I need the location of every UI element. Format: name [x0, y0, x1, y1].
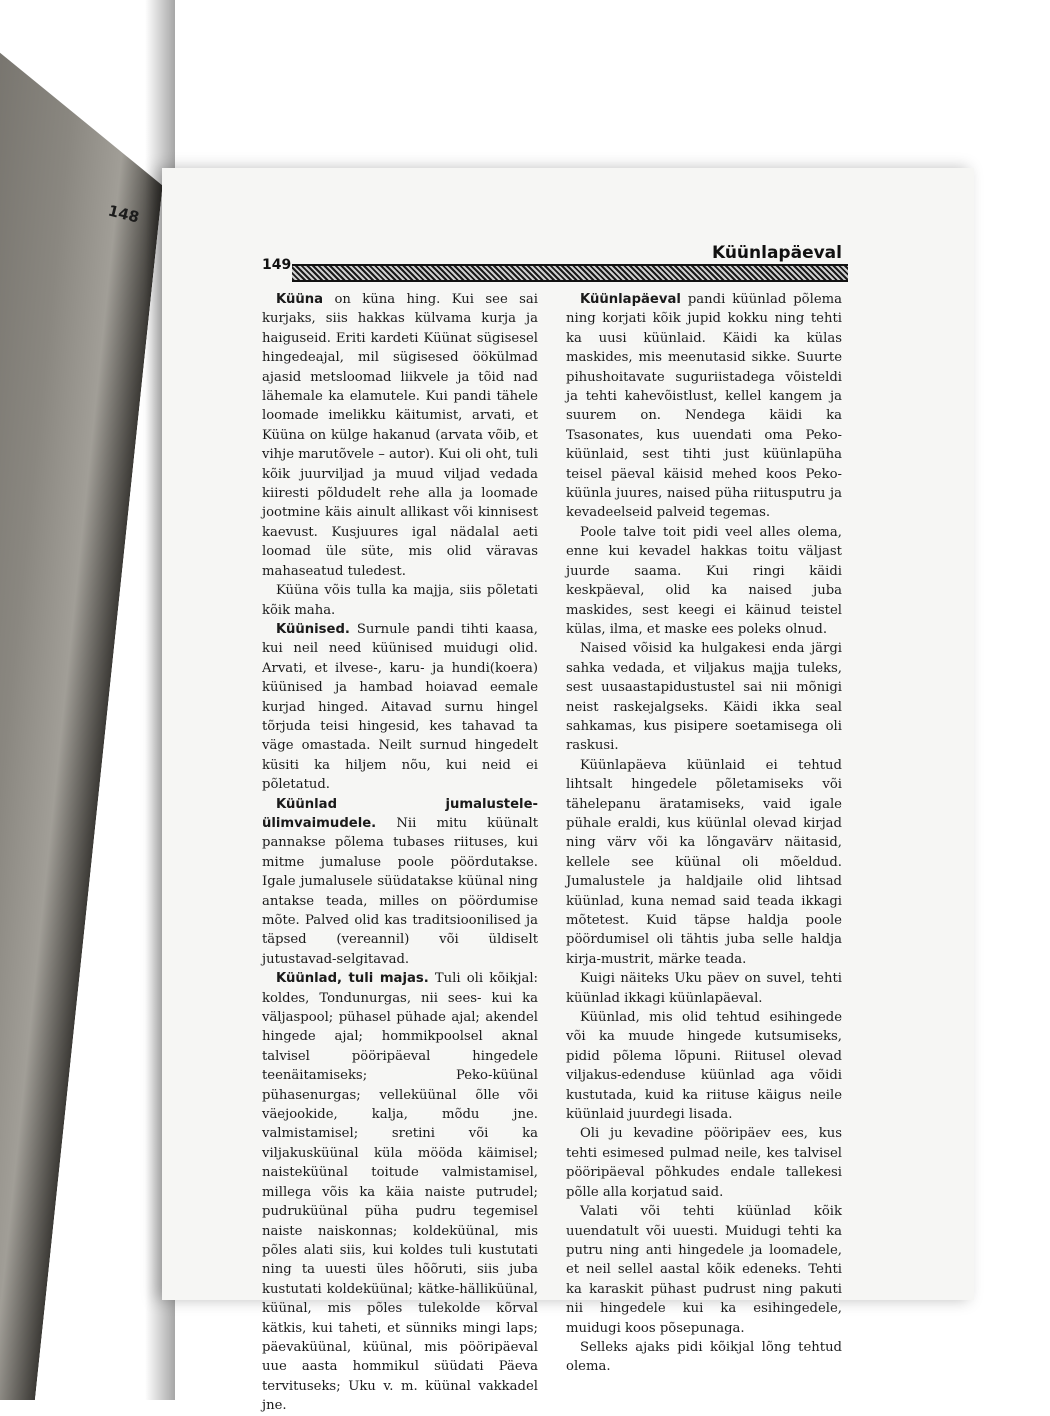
paragraph: [262, 795, 538, 970]
paragraph: [566, 756, 842, 969]
entry-text: Kuigi näiteks Uku päev on suvel, tehti küünlad ikkagi küünlapäeval.: [566, 971, 842, 1006]
entry-text: Oli ju kevadine pööripäev ees, kus tehti esimesed pulmad neile, kes talvisel pööripäeval põhkudes endale tallekesi põlle alla korjatud said.: [566, 1126, 842, 1200]
entry-text: Küüna võis tulla ka majja, siis põletati kõik maha.: [262, 583, 538, 618]
running-head: Küünlapäeval: [711, 243, 842, 263]
paragraph: [566, 1202, 842, 1338]
entry-text: on küna hing. Kui see sai kurjaks, siis hakkas külvama kurja ja haiguseid. Eriti kardeti Küünat sügisesel hingedeajal, mil sügisesed öökülmad ajasid metsloomad liikvele ja tõid nad lähemale ka elamutele. Kui pandi tähele loomade imelikku käitumist, arvati, et Küüna on külge hakanud (arvata võib, et vihje marutõvele – autor). Kui oli oht, tuli kõik juurviljad ja muud viljad vedada kiiresti põldudelt rehe alla ja loomade jootmine käis ainult allikast või kinnisest kaevust. Kusjuures igal nädalal aeti loomad üle süte, mis olid väravas mahaseatud tuledest.: [262, 292, 538, 579]
column-left: [262, 290, 538, 1416]
paragraph: [566, 1124, 842, 1202]
entry-text: Nii mitu küünalt pannakse põlema tubases riituses, kui mitme jumaluse poole pöördutakse. Igale jumalusele süüdatakse küünal ning antakse teada, milles on pöördumise mõte. Palved olid kas traditsioonilised ja täpsed (vereannil) või üldiselt jutustavad-selgitavad.: [262, 815, 538, 967]
entry-heading: Küünised.: [276, 621, 350, 637]
page-number: 149: [262, 257, 292, 273]
entry-heading: Küünlad, tuli majas.: [276, 971, 429, 987]
paragraph: [262, 290, 538, 581]
entry-text: Küünlad, mis olid tehtud esihingede või ka muude hingede kutsumiseks, pidid põlema lõpuni. Riitusel olevad viljakus-edenduse küünlad aga võidi kustutada, kuid ka riituse käigus neile küünlaid juurdegi lisada.: [566, 1010, 842, 1123]
paragraph: [566, 1338, 842, 1377]
entry-text: Surnule pandi tihti kaasa, kui neil need küünised muidugi olid. Arvati, et ilvese-, karu- ja hundi(koera) küünised ja hambad hoiavad eemale kurjad hinged. Aitavad surnu hingel tõrjuda teisi hingesid, kes tahavad ta väge omastada. Neilt surnud hingedelt küsiti ka hiljem nõu, kui neid ei põletatud.: [262, 621, 538, 793]
left-page-number: 148: [106, 201, 142, 227]
entry-heading: Küüna: [276, 292, 324, 307]
paragraph: [566, 1008, 842, 1124]
paragraph: [262, 620, 538, 795]
entry-heading: Küünlapäeval: [580, 292, 681, 307]
entry-text: Valati või tehti küünlad kõik uuendatult või uuesti. Muidugi tehti ka putru ning anti hingedele ja loomadele, et neil sellel aastal kõik edeneks. Tehti ka karaskit pühast pudrust ning pakuti nii hingedele kui ka esihingedele, muidugi koos põsepunaga.: [566, 1204, 842, 1336]
entry-text: pandi küünlad põlema ning korjati kõik jupid kokku ning tehti ka uusi küünlaid. Käidi ka külas maskides, mis meenutasid sikke. Suurte pihushoitavate suguriistadega võisteldi ja tehti kahevõistlust, kellel kangem ja suurem on. Nendega käidi ka Tsasonates, kus uuendati oma Peko-küünlaid, sest tihti just küünlapüha teisel päeval käisid mehed koos Peko-küünla juures, naised püha riitusputru ja kevadeelseid palveid tegemas.: [566, 292, 842, 521]
left-page: [0, 0, 175, 1400]
column-right: [566, 290, 842, 1416]
paragraph: [566, 290, 842, 523]
entry-text: Poole talve toit pidi veel alles olema, enne kui kevadel hakkas toitu väljast juurde saama. Kui ringi käidi keskpäeval, olid ka naised juba maskides, sest keegi ei käinud teistel külas, ilma, et maske ees poleks olnud.: [566, 524, 842, 637]
entry-text: Küünlapäeva küünlaid ei tehtud lihtsalt hingedele põletamiseks või tähelepanu äratamiseks, vaid igale pühale eraldi, kus küünlal olevad kirjad ning värv või ka lõngavärv näitasid, kellele see küünal oli mõeldud. Jumalustele ja haldjaile olid lihtsad küünlad, kuna nemad said teada ikkagi mõtetest. Kuid täpse haldja poole pöördumisel oli tähtis juba selle haldja kirja-mustrit, märke teada.: [566, 757, 842, 967]
paragraph: [262, 581, 538, 620]
ornamental-rule: [292, 264, 848, 282]
entry-heading: Küünlad jumalustele-ülimvaimudele.: [262, 796, 538, 831]
right-page: [162, 168, 974, 1414]
entry-text: Naised võisid ka hulgakesi enda järgi sahka vedada, et viljakus majja tuleks, sest uusaastapidustustel sai nii mõnigi neist raskejalgseks. Käidi ikka seal sahkamas, kus pisipere soetamisega oli raskusi.: [566, 641, 842, 754]
entry-text: Selleks ajaks pidi kõikjal lõng tehtud olema.: [566, 1339, 842, 1375]
text-columns: [262, 290, 842, 1416]
paragraph: [262, 969, 538, 1415]
paragraph: [566, 969, 842, 1008]
paragraph: [566, 639, 842, 755]
paragraph: [566, 523, 842, 639]
entry-text: Tuli oli kõikjal: koldes, Tondunurgas, nii sees- kui ka väljaspool; pühasel pühade ajal; akendel hingede ajal; hommikpoolsel aknal talvisel pööripäeval hingedele teenäitamiseks; Peko-küünal pühasenurgas; velleküünal õlle või väejookide, kalja, mõdu jne. valmistamisel; sretini või ka viljakusküünal küla mööda käimisel; naisteküünal toitude valmistamisel, millega võis ka käia naiste putrudel; pudruküünal püha pudru tegemisel naiste naiskonnas; koldeküünal, mis põles alati siis, kui koldes tuli kustutati ning ta uuesti üles hõõruti, siis juba kustutati koldeküünal; kätke-hälliküünal, küünal, mis põles tulekolde kõrval kätkis, kui taheti, et sünniks mingi laps; päevaküünal, küünal, mis pööripäeval uue aasta hommikul süüdati Päeva tervituseks; Uku v. m. küünal vakkadel jne.: [262, 971, 538, 1414]
